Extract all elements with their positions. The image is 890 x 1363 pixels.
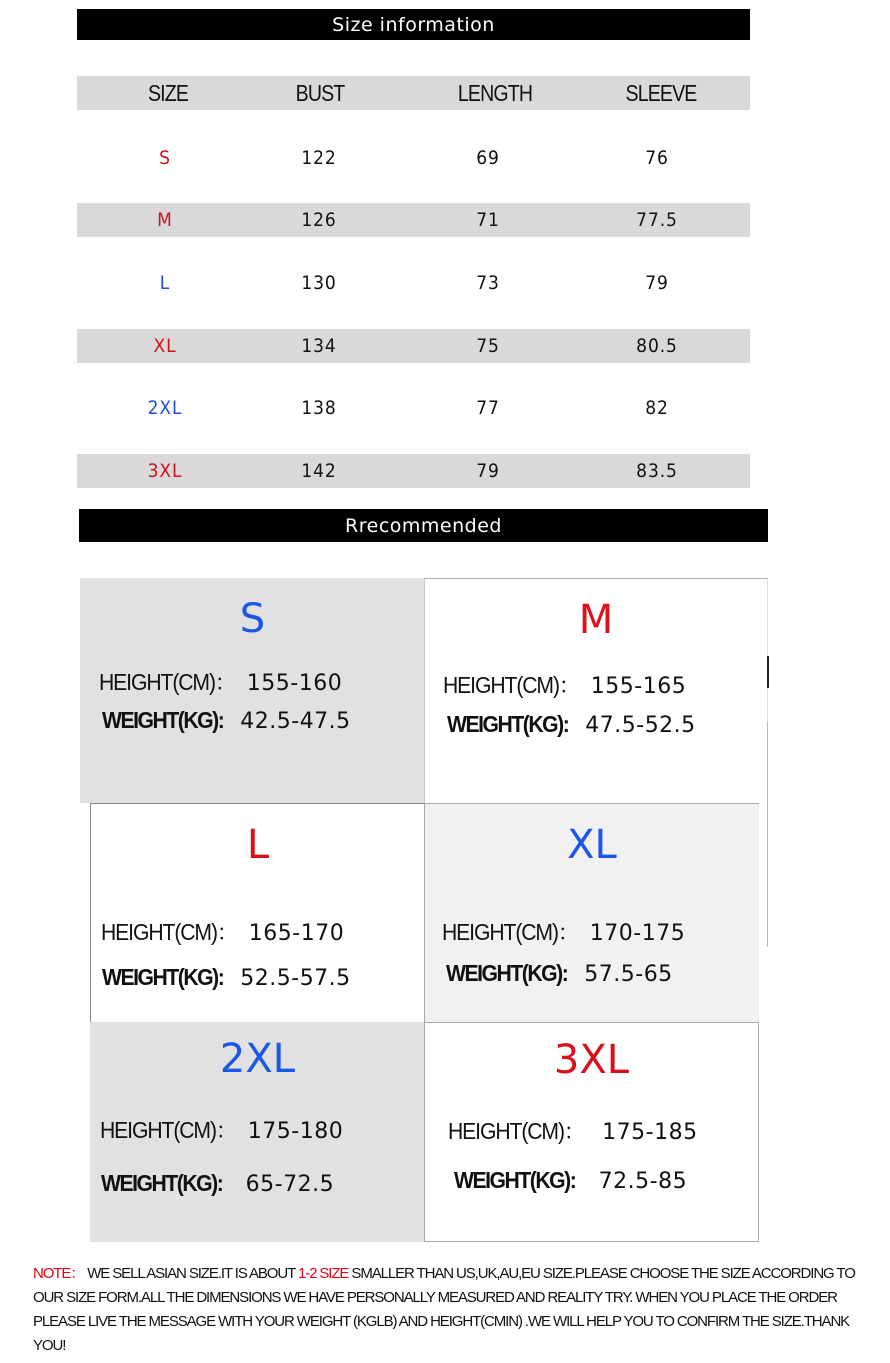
cell-size: S — [159, 147, 171, 169]
height-label: HEIGHT(CM)： — [99, 669, 235, 695]
rec-height-line — [448, 1113, 698, 1146]
recommended-banner — [79, 509, 768, 542]
header-sleeve: SLEEVE — [625, 79, 697, 106]
height-value: 155-165 — [590, 674, 687, 699]
rec-size-label: XL — [567, 822, 617, 868]
cell-bust: 138 — [301, 397, 337, 419]
cell-sleeve: 83.5 — [636, 460, 678, 482]
note-text-2: SMALLER THAN US,UK,AU,EU SIZE.PLEASE CHOOSE THE SIZE ACCORDING TO OUR SIZE FORM.ALL THE DIMENSIONS WE HAVE PERSONALLY MEASURED AND REALITY TRY. WHEN YOU PLACE THE ORDER PLEASE LIVE THE MESSAGE WITH YOUR WEIGHT (KGLB) AND HEIGHT(CMIN) .WE WILL HELP YOU TO CONFIRM THE SIZE.THANK YOU! — [33, 1265, 855, 1354]
rec-weight-line — [102, 964, 351, 991]
table-header-row — [77, 76, 750, 110]
rec-height-line — [99, 664, 342, 697]
rec-height-line — [442, 914, 685, 947]
size-note — [33, 1262, 883, 1358]
height-value: 170-175 — [589, 921, 686, 946]
rec-card-2xl — [90, 1022, 425, 1242]
cell-size: 2XL — [147, 397, 183, 419]
weight-value: 52.5-57.5 — [240, 966, 351, 991]
cell-sleeve: 76 — [645, 147, 669, 169]
rec-size-label: 3XL — [553, 1037, 630, 1083]
weight-label: WEIGHT(KG): — [101, 1170, 223, 1196]
cell-sleeve: 80.5 — [636, 335, 678, 357]
rec-height-line — [443, 667, 686, 700]
cell-length: 71 — [476, 209, 500, 231]
note-prefix: NOTE： — [33, 1265, 85, 1282]
rec-weight-line — [454, 1167, 687, 1194]
cell-size: M — [157, 209, 173, 231]
rec-card-l — [90, 803, 425, 1023]
edge-mark — [767, 656, 769, 688]
cell-length: 79 — [476, 460, 500, 482]
cell-length: 77 — [476, 397, 500, 419]
cell-sleeve: 79 — [645, 272, 669, 294]
table-row — [77, 391, 750, 425]
cell-length: 75 — [476, 335, 500, 357]
weight-label: WEIGHT(KG): — [446, 960, 568, 986]
table-row — [77, 141, 750, 175]
note-highlight: 1-2 SIZE — [297, 1265, 349, 1282]
weight-label: WEIGHT(KG): — [454, 1167, 576, 1193]
rec-height-line — [100, 1112, 343, 1145]
weight-value: 57.5-65 — [584, 962, 673, 987]
weight-value: 42.5-47.5 — [240, 709, 351, 734]
weight-label: WEIGHT(KG): — [102, 964, 224, 990]
cell-bust: 142 — [301, 460, 337, 482]
rec-height-line — [101, 914, 344, 947]
cell-bust: 130 — [301, 272, 337, 294]
cell-length: 69 — [476, 147, 500, 169]
table-row — [77, 203, 750, 237]
table-row — [77, 454, 750, 488]
rec-size-label: M — [578, 597, 614, 643]
cell-length: 73 — [476, 272, 500, 294]
weight-value: 47.5-52.5 — [585, 713, 696, 738]
height-value: 175-180 — [247, 1119, 344, 1144]
size-information-title: Size information — [332, 13, 495, 36]
height-label: HEIGHT(CM)： — [100, 1117, 236, 1143]
table-row — [77, 266, 750, 300]
rec-card-xl — [424, 803, 759, 1023]
height-value: 155-160 — [246, 671, 343, 696]
size-information-banner — [77, 9, 750, 40]
edge-line — [767, 722, 768, 947]
height-label: HEIGHT(CM)： — [101, 919, 237, 945]
cell-bust: 122 — [301, 147, 337, 169]
rec-weight-line — [101, 1170, 334, 1197]
rec-size-label: 2XL — [219, 1036, 296, 1082]
weight-label: WEIGHT(KG): — [102, 707, 224, 733]
header-size: SIZE — [147, 79, 189, 106]
rec-card-m — [424, 578, 768, 803]
weight-label: WEIGHT(KG): — [447, 711, 569, 737]
cell-sleeve: 82 — [645, 397, 669, 419]
weight-value: 65-72.5 — [245, 1172, 335, 1197]
cell-size: XL — [153, 335, 177, 357]
cell-sleeve: 77.5 — [636, 209, 678, 231]
rec-weight-line — [447, 711, 696, 738]
rec-card-3xl — [424, 1022, 759, 1242]
header-bust: BUST — [295, 79, 345, 106]
cell-size: L — [159, 272, 171, 294]
cell-bust: 134 — [301, 335, 337, 357]
recommended-title: Rrecommended — [345, 514, 502, 537]
rec-size-label: L — [246, 822, 270, 868]
height-label: HEIGHT(CM)： — [443, 672, 579, 698]
rec-weight-line — [102, 707, 351, 734]
rec-size-label: S — [239, 596, 266, 642]
rec-card-s — [80, 578, 425, 803]
height-label: HEIGHT(CM)： — [442, 919, 578, 945]
note-text-1: WE SELL ASIAN SIZE.IT IS ABOUT — [84, 1265, 298, 1282]
cell-size: 3XL — [147, 460, 183, 482]
cell-bust: 126 — [301, 209, 337, 231]
rec-weight-line — [446, 960, 673, 987]
height-value: 165-170 — [248, 921, 345, 946]
table-row — [77, 329, 750, 363]
header-length: LENGTH — [457, 79, 533, 106]
weight-value: 72.5-85 — [598, 1169, 688, 1194]
height-label: HEIGHT(CM)： — [448, 1118, 584, 1144]
height-value: 175-185 — [602, 1120, 698, 1145]
